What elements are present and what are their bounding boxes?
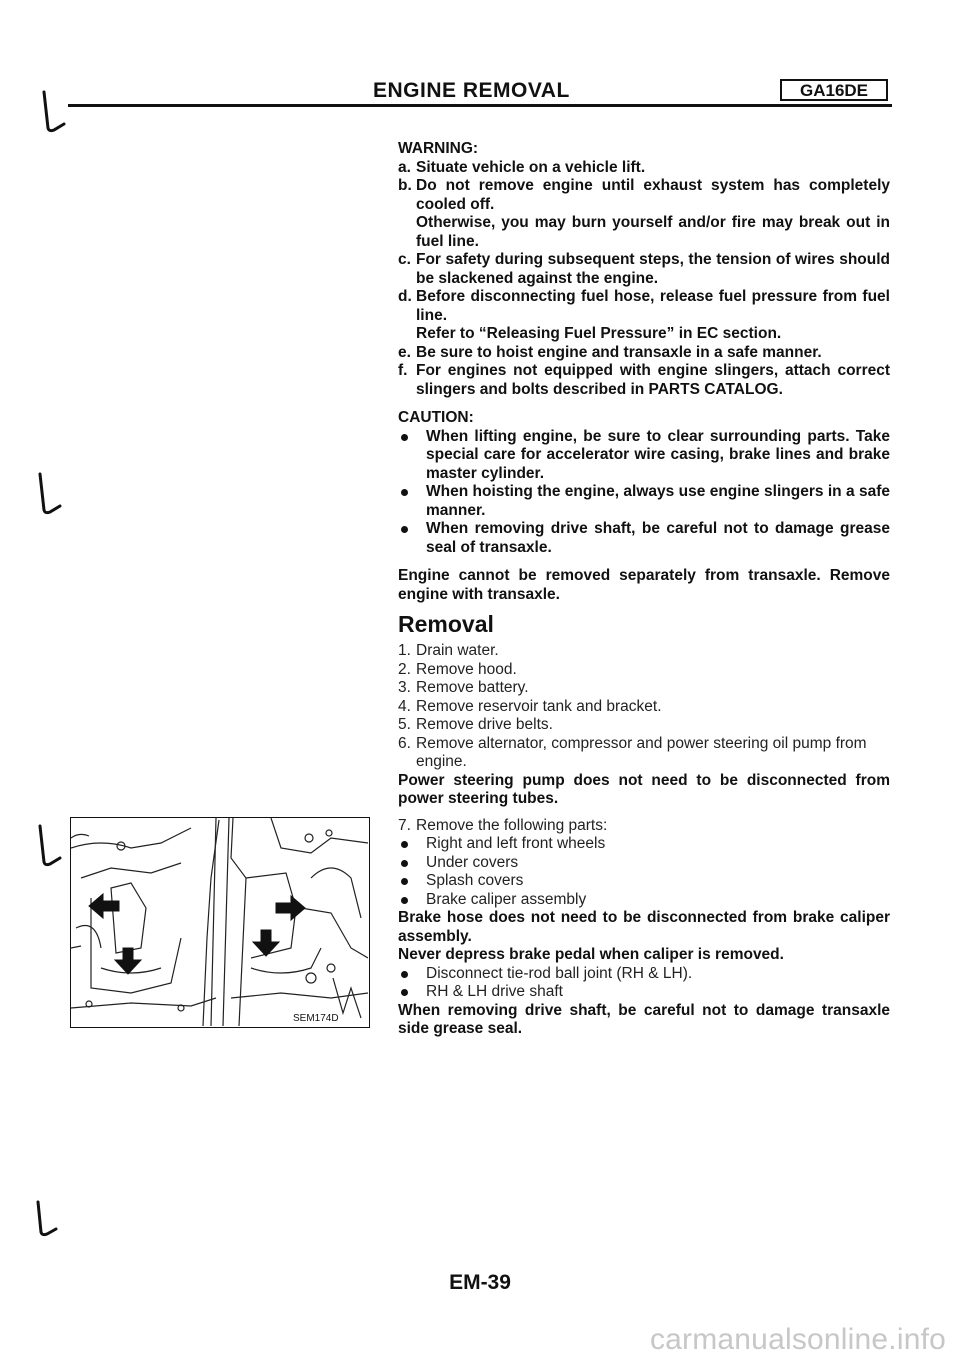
undercarriage-illustration xyxy=(70,817,370,1028)
part-text: Right and left front wheels xyxy=(426,835,606,852)
engine-code-badge: GA16DE xyxy=(780,79,888,101)
step-text: Drain water. xyxy=(416,642,499,659)
item-note: Otherwise, you may burn yourself and/or fire may break out in fuel line. xyxy=(416,214,890,250)
part-item xyxy=(398,854,890,873)
brake-hose-note: Brake hose does not need to be disconnected from brake caliper assembly. xyxy=(398,909,890,945)
step-number: 5. xyxy=(398,716,411,733)
bullet-icon xyxy=(398,520,426,557)
caution-item xyxy=(398,520,890,557)
part-text: Splash covers xyxy=(426,872,524,889)
step-number: 1. xyxy=(398,642,411,659)
part-text: Brake caliper assembly xyxy=(426,890,587,908)
steering-note: Power steering pump does not need to be disconnected from power steering tubes. xyxy=(398,771,890,807)
caution-item xyxy=(398,483,890,520)
caution-heading: CAUTION: xyxy=(398,409,474,426)
step-text: Remove battery. xyxy=(416,679,529,696)
removal-step xyxy=(398,679,890,698)
warning-item xyxy=(398,159,890,178)
step-text: Remove reservoir tank and bracket. xyxy=(416,697,662,715)
warning-item xyxy=(398,251,890,288)
bullet-icon xyxy=(398,835,426,854)
item-text: When hoisting the engine, always use engine slingers in a safe manner. xyxy=(426,483,890,519)
warning-item xyxy=(398,177,890,251)
item-text: For engines not equipped with engine slingers, attach correct slingers and bolts described in PARTS CATALOG. xyxy=(416,362,890,398)
margin-hook-mark xyxy=(34,1198,62,1238)
item-text: For safety during subsequent steps, the tension of wires should be slackened against the engine. xyxy=(416,251,890,287)
step-text: Remove the following parts: xyxy=(416,816,608,834)
bullet-icon xyxy=(398,965,426,984)
removal-heading: Removal xyxy=(398,611,494,637)
step-number: 3. xyxy=(398,679,411,696)
item-marker: b. xyxy=(398,177,412,194)
item-marker: c. xyxy=(398,251,411,268)
item-marker: d. xyxy=(398,288,412,305)
item-marker: f. xyxy=(398,362,408,379)
step-number: 6. xyxy=(398,734,411,752)
removal-step xyxy=(398,716,890,735)
step-number: 7. xyxy=(398,816,411,834)
margin-hook-mark xyxy=(40,88,68,134)
item-text: Situate vehicle on a vehicle lift. xyxy=(416,158,646,176)
section-title: ENGINE REMOVAL xyxy=(373,79,570,102)
bullet-icon xyxy=(398,891,426,910)
bullet-icon xyxy=(398,854,426,873)
step-text: Remove drive belts. xyxy=(416,716,553,733)
part-text: Disconnect tie-rod ball joint (RH & LH). xyxy=(426,964,693,982)
margin-hook-mark xyxy=(36,470,64,516)
part-item xyxy=(398,983,890,1002)
item-note: Refer to “Releasing Fuel Pressure” in EC section. xyxy=(416,325,782,342)
removal-step xyxy=(398,642,890,661)
site-watermark: carmanualsonline.info xyxy=(649,1323,946,1356)
part-item xyxy=(398,965,890,984)
margin-hook-mark xyxy=(36,822,64,868)
warning-item xyxy=(398,288,890,344)
item-marker: a. xyxy=(398,158,411,176)
warning-item xyxy=(398,344,890,363)
page-number: EM-39 xyxy=(449,1271,511,1294)
item-text: Be sure to hoist engine and transaxle in a safe manner. xyxy=(416,343,822,361)
step-number: 2. xyxy=(398,660,411,678)
item-text: Before disconnecting fuel hose, release fuel pressure from fuel line. xyxy=(416,288,890,324)
warning-item xyxy=(398,362,890,399)
item-text: When lifting engine, be sure to clear surrounding parts. Take special care for accelerator wire casing, brake lines and brake master cylinder. xyxy=(426,427,890,482)
removal-step xyxy=(398,735,890,772)
transaxle-note: Engine cannot be removed separately from transaxle. Remove engine with transaxle. xyxy=(398,567,890,603)
part-item xyxy=(398,835,890,854)
removal-step xyxy=(398,661,890,680)
drive-shaft-note: When removing drive shaft, be careful not to damage transaxle side grease seal. xyxy=(398,1001,890,1037)
bullet-icon xyxy=(398,428,426,484)
step-number: 4. xyxy=(398,697,411,715)
header-rule xyxy=(68,104,892,107)
part-item xyxy=(398,891,890,910)
bullet-icon xyxy=(398,983,426,1002)
figure-code: SEM174D xyxy=(293,1013,339,1024)
part-text: Under covers xyxy=(426,853,519,871)
warning-heading: WARNING: xyxy=(398,140,479,157)
removal-step xyxy=(398,698,890,717)
undercarriage-drawing xyxy=(71,818,368,1026)
caution-item xyxy=(398,428,890,484)
brake-pedal-note: Never depress brake pedal when caliper is removed. xyxy=(398,946,784,963)
part-item xyxy=(398,872,890,891)
item-marker: e. xyxy=(398,343,411,361)
part-text: RH & LH drive shaft xyxy=(426,983,563,1000)
removal-step xyxy=(398,817,890,836)
item-text: Do not remove engine until exhaust system has completely cooled off. xyxy=(416,177,890,213)
bullet-icon xyxy=(398,872,426,891)
procedure-text xyxy=(398,140,890,1039)
step-text: Remove alternator, compressor and power steering oil pump from engine. xyxy=(416,734,867,770)
bullet-icon xyxy=(398,483,426,520)
item-text: When removing drive shaft, be careful not to damage grease seal of transaxle. xyxy=(426,520,890,556)
step-text: Remove hood. xyxy=(416,660,517,678)
